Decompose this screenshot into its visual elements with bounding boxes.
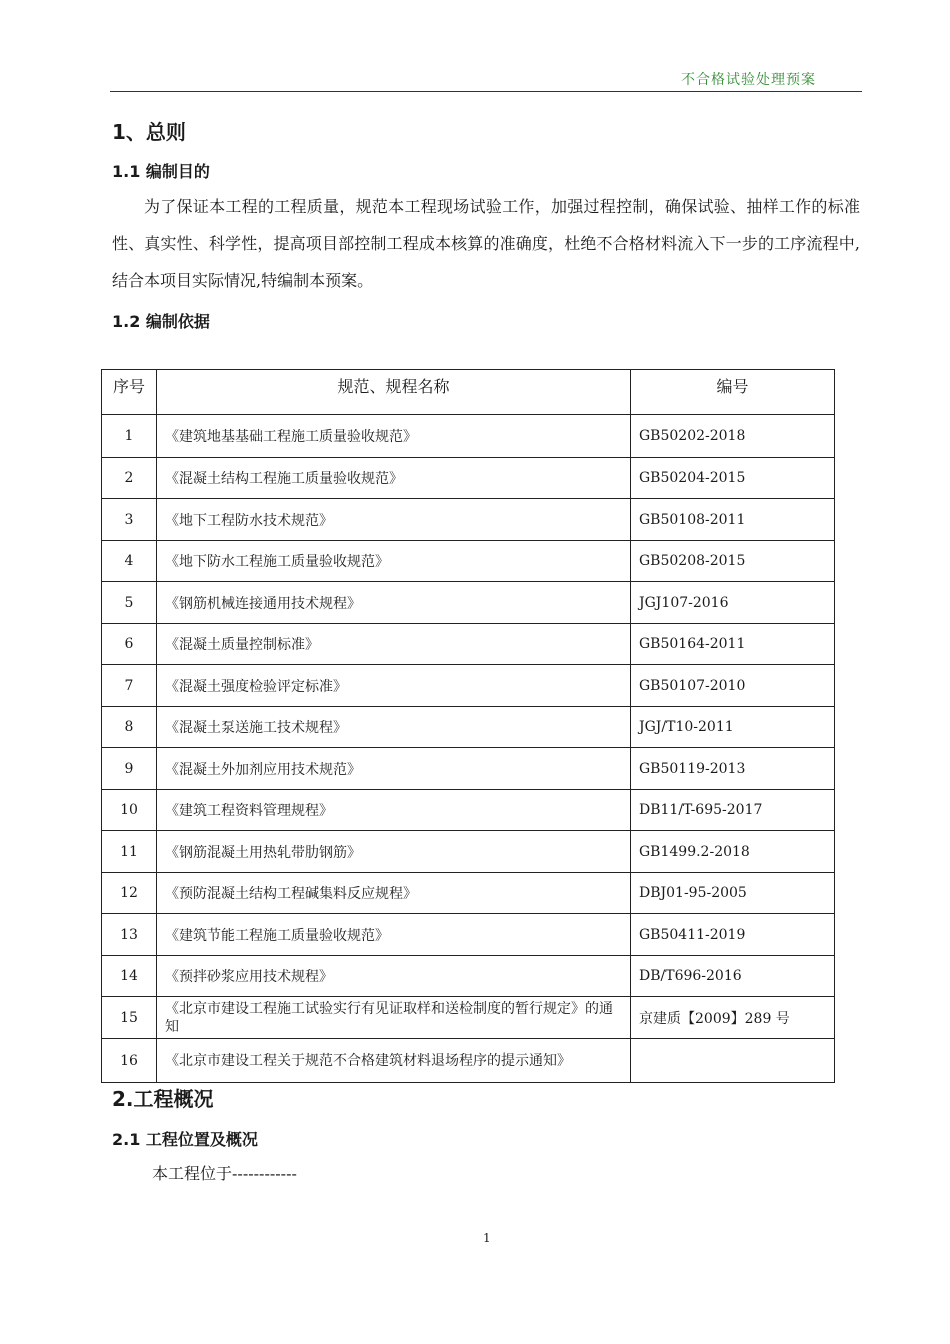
- section-1-1-body: 为了保证本工程的工程质量，规范本工程现场试验工作，加强过程控制，确保试验、抽样工作的标准性、真实性、科学性，提高项目部控制工程成本核算的准确度，杜绝不合格材料流入下一步的工序流程中,结合本项目实际情况,特编制本预案。: [112, 197, 860, 290]
- cell-name: 《混凝土强度检验评定标准》: [157, 665, 631, 707]
- table-row: [102, 415, 835, 458]
- cell-no: 2: [102, 458, 157, 499]
- cell-code: [631, 1039, 835, 1083]
- cell-no: 11: [102, 831, 157, 873]
- cell-name: 《建筑地基基础工程施工质量验收规范》: [157, 415, 631, 458]
- cell-name: 《预拌砂浆应用技术规程》: [157, 956, 631, 997]
- table-header-row: [102, 370, 835, 415]
- spec-table: [101, 369, 835, 1083]
- cell-name: 《混凝土外加剂应用技术规范》: [157, 748, 631, 790]
- table-row: [102, 582, 835, 624]
- cell-name: 《建筑工程资料管理规程》: [157, 790, 631, 831]
- header-name: 规范、规程名称: [157, 370, 631, 415]
- cell-no: 3: [102, 499, 157, 541]
- section-1-2-title: 1.2 编制依据: [112, 312, 210, 331]
- cell-no: 6: [102, 624, 157, 665]
- table-row: [102, 831, 835, 873]
- cell-code: GB50107-2010: [631, 665, 835, 707]
- cell-code: JGJ107-2016: [631, 582, 835, 624]
- cell-code: JGJ/T10-2011: [631, 707, 835, 748]
- table-row: [102, 914, 835, 956]
- cell-no: 5: [102, 582, 157, 624]
- cell-name: 《钢筋机械连接通用技术规程》: [157, 582, 631, 624]
- cell-code: GB50204-2015: [631, 458, 835, 499]
- cell-no: 8: [102, 707, 157, 748]
- header-code: 编号: [631, 370, 835, 415]
- table-row: [102, 707, 835, 748]
- header-rule: [110, 91, 862, 92]
- cell-name: 《地下工程防水技术规范》: [157, 499, 631, 541]
- cell-name: 《混凝土质量控制标准》: [157, 624, 631, 665]
- cell-no: 7: [102, 665, 157, 707]
- header-title: 不合格试验处理预案: [681, 72, 816, 88]
- cell-no: 12: [102, 873, 157, 914]
- cell-no: 1: [102, 415, 157, 458]
- cell-code: GB50411-2019: [631, 914, 835, 956]
- cell-name: 《建筑节能工程施工质量验收规范》: [157, 914, 631, 956]
- section-1-1-title: 1.1 编制目的: [112, 162, 210, 181]
- cell-name: 《混凝土结构工程施工质量验收规范》: [157, 458, 631, 499]
- cell-code: DB/T696-2016: [631, 956, 835, 997]
- table-row: [102, 541, 835, 582]
- cell-code: 京建质【2009】289 号: [631, 997, 835, 1039]
- cell-name: 《地下防水工程施工质量验收规范》: [157, 541, 631, 582]
- table-row: [102, 748, 835, 790]
- cell-name: 《混凝土泵送施工技术规程》: [157, 707, 631, 748]
- page-number: 1: [483, 1231, 491, 1245]
- cell-code: GB1499.2-2018: [631, 831, 835, 873]
- cell-code: GB50119-2013: [631, 748, 835, 790]
- cell-no: 16: [102, 1039, 157, 1083]
- cell-no: 9: [102, 748, 157, 790]
- table-row: [102, 624, 835, 665]
- cell-name: 《预防混凝土结构工程碱集料反应规程》: [157, 873, 631, 914]
- cell-code: DB11/T-695-2017: [631, 790, 835, 831]
- section-2-1-title: 2.1 工程位置及概况: [112, 1130, 258, 1149]
- cell-name: 《北京市建设工程施工试验实行有见证取样和送检制度的暂行规定》的通知: [157, 997, 631, 1039]
- cell-no: 15: [102, 997, 157, 1039]
- header-no: 序号: [102, 370, 157, 415]
- section-2-1-body: 本工程位于------------: [152, 1164, 297, 1183]
- table-row: [102, 956, 835, 997]
- cell-no: 14: [102, 956, 157, 997]
- cell-code: GB50108-2011: [631, 499, 835, 541]
- cell-name: 《北京市建设工程关于规范不合格建筑材料退场程序的提示通知》: [157, 1039, 631, 1083]
- table-row: [102, 873, 835, 914]
- cell-no: 4: [102, 541, 157, 582]
- cell-code: GB50208-2015: [631, 541, 835, 582]
- table-row: [102, 790, 835, 831]
- cell-no: 10: [102, 790, 157, 831]
- cell-no: 13: [102, 914, 157, 956]
- cell-name: 《钢筋混凝土用热轧带肋钢筋》: [157, 831, 631, 873]
- table-row: [102, 1039, 835, 1083]
- table-row: [102, 458, 835, 499]
- section-2-title: 2.工程概况: [112, 1087, 214, 1111]
- table-row: [102, 997, 835, 1039]
- table-row: [102, 499, 835, 541]
- section-1-title: 1、总则: [112, 120, 186, 144]
- cell-code: GB50202-2018: [631, 415, 835, 458]
- cell-code: DBJ01-95-2005: [631, 873, 835, 914]
- cell-code: GB50164-2011: [631, 624, 835, 665]
- table-row: [102, 665, 835, 707]
